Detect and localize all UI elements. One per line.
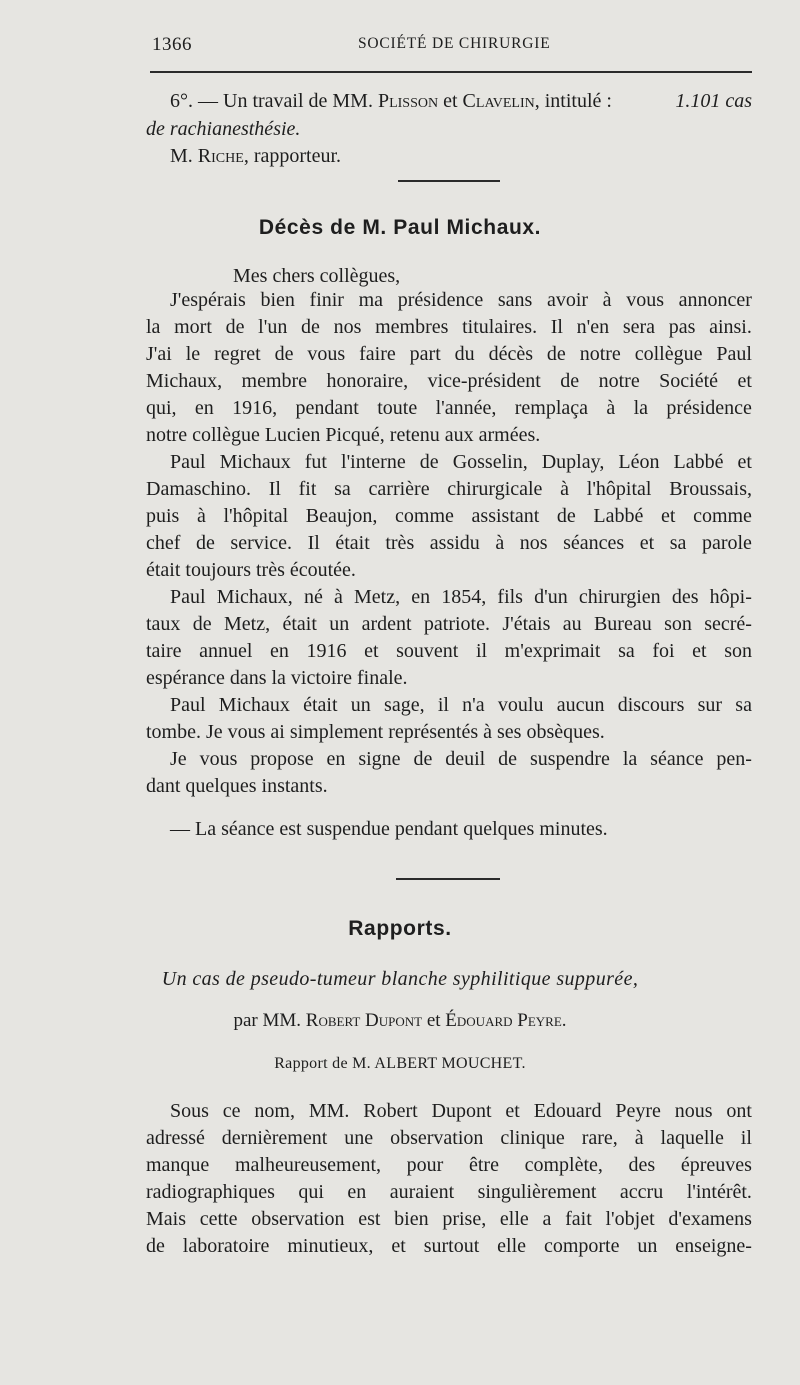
word: clinique — [500, 1127, 565, 1149]
word: carrière — [368, 478, 430, 500]
word: fut — [304, 451, 327, 473]
paragraph-last-line: était toujours très écoutée. — [146, 559, 356, 581]
word: nos — [333, 316, 362, 338]
word: Beaujon, — [305, 505, 378, 527]
word: Il — [307, 532, 320, 554]
paragraph-line — [146, 1154, 752, 1177]
word: la — [633, 397, 649, 419]
paragraph-line — [146, 1208, 752, 1231]
word: sa — [669, 532, 687, 554]
report-by: Rapport de M. ALBERT MOUCHET. — [274, 1055, 526, 1072]
word: Metz, — [224, 613, 271, 635]
word: était — [282, 613, 317, 635]
word: il — [475, 640, 488, 662]
word: et — [364, 640, 379, 662]
word: patriote. — [423, 613, 490, 635]
paragraph-line — [146, 343, 752, 366]
word: sa — [618, 640, 635, 662]
word: Broussais, — [669, 478, 752, 500]
word: vice-président — [427, 370, 541, 392]
word: manque — [146, 1154, 210, 1176]
word: des — [671, 586, 699, 608]
word: né — [303, 586, 323, 608]
word: chirurgicale — [447, 478, 543, 500]
word: voulu — [497, 694, 544, 716]
word: regret — [214, 343, 261, 365]
author-clavelin: Clavelin — [462, 90, 535, 112]
word: 1916, — [232, 397, 278, 419]
item6-title-part2: de rachianesthésie. — [146, 118, 301, 140]
word: de — [195, 532, 215, 554]
word: et — [505, 1100, 520, 1122]
word: sa — [334, 478, 351, 500]
word: observation — [390, 1127, 484, 1149]
word: assistant — [471, 505, 540, 527]
word: de — [560, 370, 580, 392]
word: notre — [579, 343, 621, 365]
word: et — [639, 532, 655, 554]
article-byline: par MM. Robert Dupont et Édouard Peyre. — [233, 1010, 567, 1031]
word: un — [637, 1235, 658, 1257]
word: l'objet — [605, 1208, 655, 1230]
word: un — [350, 694, 371, 716]
word: de — [146, 1235, 165, 1257]
word: à — [196, 505, 206, 527]
paragraph-line — [170, 289, 752, 312]
journal-title: SOCIÉTÉ DE CHIRURGIE — [358, 35, 551, 52]
word: malheureusement, — [234, 1154, 382, 1176]
word: 1916 — [306, 640, 347, 662]
word: dernièrement — [221, 1127, 328, 1149]
word: de — [301, 316, 320, 338]
word: remplaça — [514, 397, 588, 419]
word: l'intérêt. — [686, 1181, 752, 1203]
section-rule — [398, 180, 500, 182]
word: foi — [652, 640, 675, 662]
word: Dupont — [431, 1100, 492, 1122]
word: Peyre — [615, 1100, 661, 1122]
salutation: Mes chers collègues, — [233, 265, 401, 287]
word: J'ai — [146, 343, 172, 365]
word: laboratoire — [182, 1235, 270, 1257]
paragraph-last-line: notre collègue Lucien Picqué, retenu aux armées. — [146, 424, 541, 446]
word: un — [329, 613, 350, 635]
paragraph-line — [146, 397, 752, 420]
word: sa — [735, 694, 752, 716]
paragraph-line — [146, 505, 752, 528]
word: sur — [697, 694, 723, 716]
word: avoir — [546, 289, 589, 311]
word: d'examens — [668, 1208, 752, 1230]
word: notre — [598, 370, 640, 392]
word: il — [437, 694, 449, 716]
word: finir — [309, 289, 344, 311]
word: épreuves — [680, 1154, 752, 1176]
word: collègue — [634, 343, 703, 365]
word: en — [194, 397, 214, 419]
word: Michaux — [218, 694, 290, 716]
word: Damaschino. — [146, 478, 251, 500]
word: aucun — [556, 694, 605, 716]
word: la — [146, 316, 161, 338]
word: l'hôpital — [223, 505, 289, 527]
paragraph-line — [146, 640, 752, 663]
word: pas — [668, 316, 696, 338]
word: secré- — [704, 613, 752, 635]
word: à — [606, 397, 616, 419]
word: à — [634, 1127, 644, 1149]
word: surtout — [423, 1235, 480, 1257]
paragraph-last-line: tombe. Je vous ai simplement représentés à ses obsèques. — [146, 721, 605, 743]
word: d'un — [534, 586, 568, 608]
article-title: Un cas de pseudo-tumeur blanche syphilitique suppurée, — [161, 968, 639, 990]
word: enseigne- — [675, 1235, 752, 1257]
word: comme — [395, 505, 454, 527]
word: est — [358, 1208, 381, 1230]
word: et — [692, 640, 707, 662]
word: ont — [726, 1100, 752, 1122]
word: de — [498, 748, 518, 770]
word: être — [468, 1154, 499, 1176]
word: laquelle — [660, 1127, 724, 1149]
word: nos — [519, 532, 548, 554]
word: annuel — [199, 640, 253, 662]
header-rule — [150, 71, 752, 73]
word: chirurgien — [578, 586, 661, 608]
word: de — [192, 613, 212, 635]
word: cette — [199, 1208, 238, 1230]
item6-title-part1: 1.101 cas — [675, 90, 752, 112]
word: part — [409, 343, 441, 365]
word: une — [344, 1127, 374, 1149]
running-head — [0, 30, 800, 60]
word: ardent — [361, 613, 412, 635]
word: de — [413, 748, 433, 770]
word: n'en — [576, 316, 610, 338]
word: en — [347, 1181, 367, 1203]
word: le — [185, 343, 201, 365]
section-rule — [396, 878, 500, 880]
word: Metz, — [354, 586, 401, 608]
word: Paul — [716, 343, 752, 365]
word: singulièrement — [477, 1181, 597, 1203]
paragraph-line — [170, 586, 752, 609]
word: Je — [170, 748, 187, 770]
item6-rapporteur: M. Riche, rapporteur. — [170, 145, 341, 167]
word: l'interne — [341, 451, 406, 473]
word: fait — [565, 1208, 592, 1230]
paragraph-line — [170, 451, 752, 474]
word: l'année, — [435, 397, 497, 419]
word: ce — [222, 1100, 241, 1122]
word: très — [385, 532, 415, 554]
paragraph-line — [146, 478, 752, 501]
word: Société — [659, 370, 719, 392]
word: deuil — [445, 748, 486, 770]
word: membre — [241, 370, 308, 392]
word: J'étais — [502, 613, 551, 635]
word: radiographiques — [146, 1181, 275, 1203]
word: pendant — [295, 397, 359, 419]
word: annoncer — [678, 289, 752, 311]
word: Labbé — [673, 451, 724, 473]
paragraph-last-line: espérance dans la victoire finale. — [146, 667, 408, 689]
word: souvent — [396, 640, 459, 662]
word: de — [274, 343, 294, 365]
word: Edouard — [533, 1100, 602, 1122]
word: auraient — [389, 1181, 455, 1203]
word: taire — [146, 640, 182, 662]
word: discours — [617, 694, 685, 716]
word: en — [411, 586, 431, 608]
paragraph-last-line: dant quelques instants. — [146, 775, 328, 797]
word: ainsi. — [709, 316, 752, 338]
word: bien — [260, 289, 295, 311]
word: adressé — [146, 1127, 205, 1149]
word: de — [546, 343, 566, 365]
word: sage, — [384, 694, 425, 716]
word: Paul — [170, 586, 206, 608]
word: était — [335, 532, 370, 554]
word: l'hôpital — [586, 478, 652, 500]
word: pen- — [716, 748, 752, 770]
word: présidence — [666, 397, 752, 419]
word: minutieux, — [287, 1235, 374, 1257]
word: en — [270, 640, 289, 662]
paragraph-line — [146, 1181, 752, 1204]
word: accru — [619, 1181, 664, 1203]
paragraph-line — [146, 1127, 752, 1150]
word: ma — [358, 289, 384, 311]
word: la — [622, 748, 638, 770]
word: honoraire, — [326, 370, 409, 392]
word: des — [628, 1154, 656, 1176]
word: Duplay, — [541, 451, 605, 473]
word: qui, — [146, 397, 177, 419]
word: toute — [377, 397, 418, 419]
author-dupont: Robert Dupont — [305, 1010, 423, 1031]
word: suspendre — [529, 748, 610, 770]
word: faire — [359, 343, 396, 365]
word: présidence — [397, 289, 484, 311]
author-peyre: Édouard Peyre — [445, 1010, 562, 1031]
word: vous — [307, 343, 346, 365]
word: n'a — [462, 694, 485, 716]
word: Paul — [170, 451, 206, 473]
suspension-note: — La séance est suspendue pendant quelques minutes. — [170, 818, 608, 840]
word: nous — [674, 1100, 713, 1122]
word: qui — [298, 1181, 324, 1203]
word: était — [303, 694, 338, 716]
word: Michaux, — [146, 370, 223, 392]
word: elle — [497, 1235, 527, 1257]
word: puis — [146, 505, 180, 527]
section-heading-rapports: Rapports. — [348, 917, 452, 940]
word: a — [542, 1208, 552, 1230]
word: taux — [146, 613, 181, 635]
word: son — [724, 640, 752, 662]
word: et — [391, 1235, 406, 1257]
paragraph-line — [146, 532, 752, 555]
word: Sous — [170, 1100, 209, 1122]
word: assidu — [429, 532, 480, 554]
word: parole — [701, 532, 752, 554]
word: séance — [650, 748, 704, 770]
word: propose — [250, 748, 314, 770]
word: membres — [375, 316, 449, 338]
paragraph-line — [146, 370, 752, 393]
word: du — [454, 343, 475, 365]
word: pour — [406, 1154, 444, 1176]
word: à — [602, 289, 612, 311]
word: Mais — [146, 1208, 186, 1230]
word: Bureau — [593, 613, 652, 635]
word: sans — [497, 289, 533, 311]
paragraph-line — [146, 316, 752, 339]
word: de — [225, 316, 245, 338]
word: hôpi- — [709, 586, 752, 608]
word: Léon — [618, 451, 660, 473]
paragraph-line — [170, 694, 752, 717]
word: vous — [199, 748, 238, 770]
word: et — [737, 370, 752, 392]
word: observation — [251, 1208, 345, 1230]
word: à — [333, 586, 343, 608]
word: fit — [298, 478, 317, 500]
paragraph-line — [146, 1235, 752, 1258]
word: Robert — [363, 1100, 418, 1122]
word: m'exprimait — [504, 640, 601, 662]
word: Il — [268, 478, 281, 500]
paragraph-line — [146, 613, 752, 636]
item6-line1: 6°. — Un travail de MM. Plisson et Clavelin, intitulé : 1.101 cas — [170, 90, 752, 112]
word: Labbé — [593, 505, 644, 527]
word: titulaires. — [462, 316, 538, 338]
word: décès — [488, 343, 533, 365]
word: signe — [358, 748, 401, 770]
word: sera — [622, 316, 656, 338]
word: rare, — [581, 1127, 618, 1149]
word: et — [737, 451, 752, 473]
word: nom, — [254, 1100, 295, 1122]
word: de — [419, 451, 439, 473]
word: Il — [550, 316, 563, 338]
word: 1854, — [441, 586, 487, 608]
word: prise, — [442, 1208, 487, 1230]
word: Michaux — [219, 451, 291, 473]
word: Paul — [170, 694, 206, 716]
word: bien — [394, 1208, 429, 1230]
word: complète, — [524, 1154, 603, 1176]
word: elle — [499, 1208, 529, 1230]
word: MM. — [308, 1100, 350, 1122]
word: au — [562, 613, 582, 635]
word: Gosselin, — [452, 451, 528, 473]
word: J'espérais — [170, 289, 246, 311]
word: fils — [497, 586, 523, 608]
word: mort — [174, 316, 212, 338]
paragraph-line — [170, 1100, 752, 1123]
word: son — [664, 613, 692, 635]
word: séances — [563, 532, 625, 554]
word: vous — [626, 289, 664, 311]
word: en — [326, 748, 346, 770]
word: de — [556, 505, 576, 527]
word: service. — [230, 532, 293, 554]
word: comporte — [543, 1235, 620, 1257]
page-number: 1366 — [152, 34, 192, 55]
word: l'un — [258, 316, 288, 338]
word: il — [740, 1127, 752, 1149]
word: à — [560, 478, 570, 500]
word: à — [495, 532, 505, 554]
word: et — [661, 505, 676, 527]
word: Michaux, — [216, 586, 293, 608]
author-plisson: Plisson — [377, 90, 439, 112]
word: chef — [146, 532, 181, 554]
word: comme — [693, 505, 752, 527]
section-heading-deces: Décès de M. Paul Michaux. — [258, 216, 542, 239]
paragraph-line — [170, 748, 752, 771]
